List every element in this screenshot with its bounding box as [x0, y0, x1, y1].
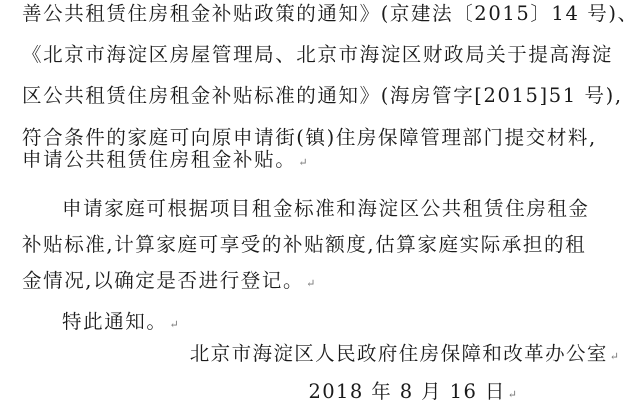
- notice-line-2-text: 《北京市海淀区房屋管理局、北京市海淀区财政局关于提高海淀: [22, 43, 613, 66]
- notice-line-8-text: 金情况,以确定是否进行登记。: [22, 269, 305, 292]
- notice-line-9-text: 特此通知。: [62, 310, 168, 333]
- paragraph-mark-icon: ↵: [507, 388, 517, 401]
- paragraph-mark-icon: ↵: [306, 277, 316, 290]
- paragraph-mark-icon: ↵: [169, 318, 179, 331]
- notice-line-6: [62, 197, 590, 221]
- notice-line-5-text: 申请公共租赁住房租金补贴。: [22, 148, 297, 171]
- notice-line-1-text: 善公共租赁住房租金补贴政策的通知》(京建法〔2015〕14 号)、: [22, 2, 639, 25]
- notice-line-4-text: 符合条件的家庭可向原申请街(镇)住房保障管理部门提交材料,: [22, 126, 597, 149]
- date-text: 2018 年 8 月 16 日: [308, 380, 506, 403]
- notice-line-9: [62, 310, 179, 337]
- signature-line: [190, 342, 619, 369]
- notice-line-8: [22, 269, 315, 296]
- date-line: [308, 380, 517, 407]
- signature-text: 北京市海淀区人民政府住房保障和改革办公室: [189, 342, 608, 365]
- paragraph-mark-icon: ↵: [298, 156, 308, 169]
- notice-line-7-text: 补贴标准,计算家庭可享受的补贴额度,估算家庭实际承担的租: [22, 233, 587, 256]
- paragraph-mark-icon: ↵: [609, 350, 619, 363]
- notice-line-2: [22, 43, 613, 67]
- notice-line-7: [22, 233, 586, 257]
- notice-line-3: [22, 84, 623, 108]
- notice-line-4: [22, 126, 597, 150]
- notice-line-3-text: 区公共租赁住房租金补贴标准的通知》(海房管字[2015]51 号),: [22, 84, 623, 107]
- notice-line-6-text: 申请家庭可根据项目租金标准和海淀区公共租赁住房租金: [62, 197, 590, 220]
- notice-line-5: [22, 148, 308, 175]
- notice-line-1: [22, 2, 639, 26]
